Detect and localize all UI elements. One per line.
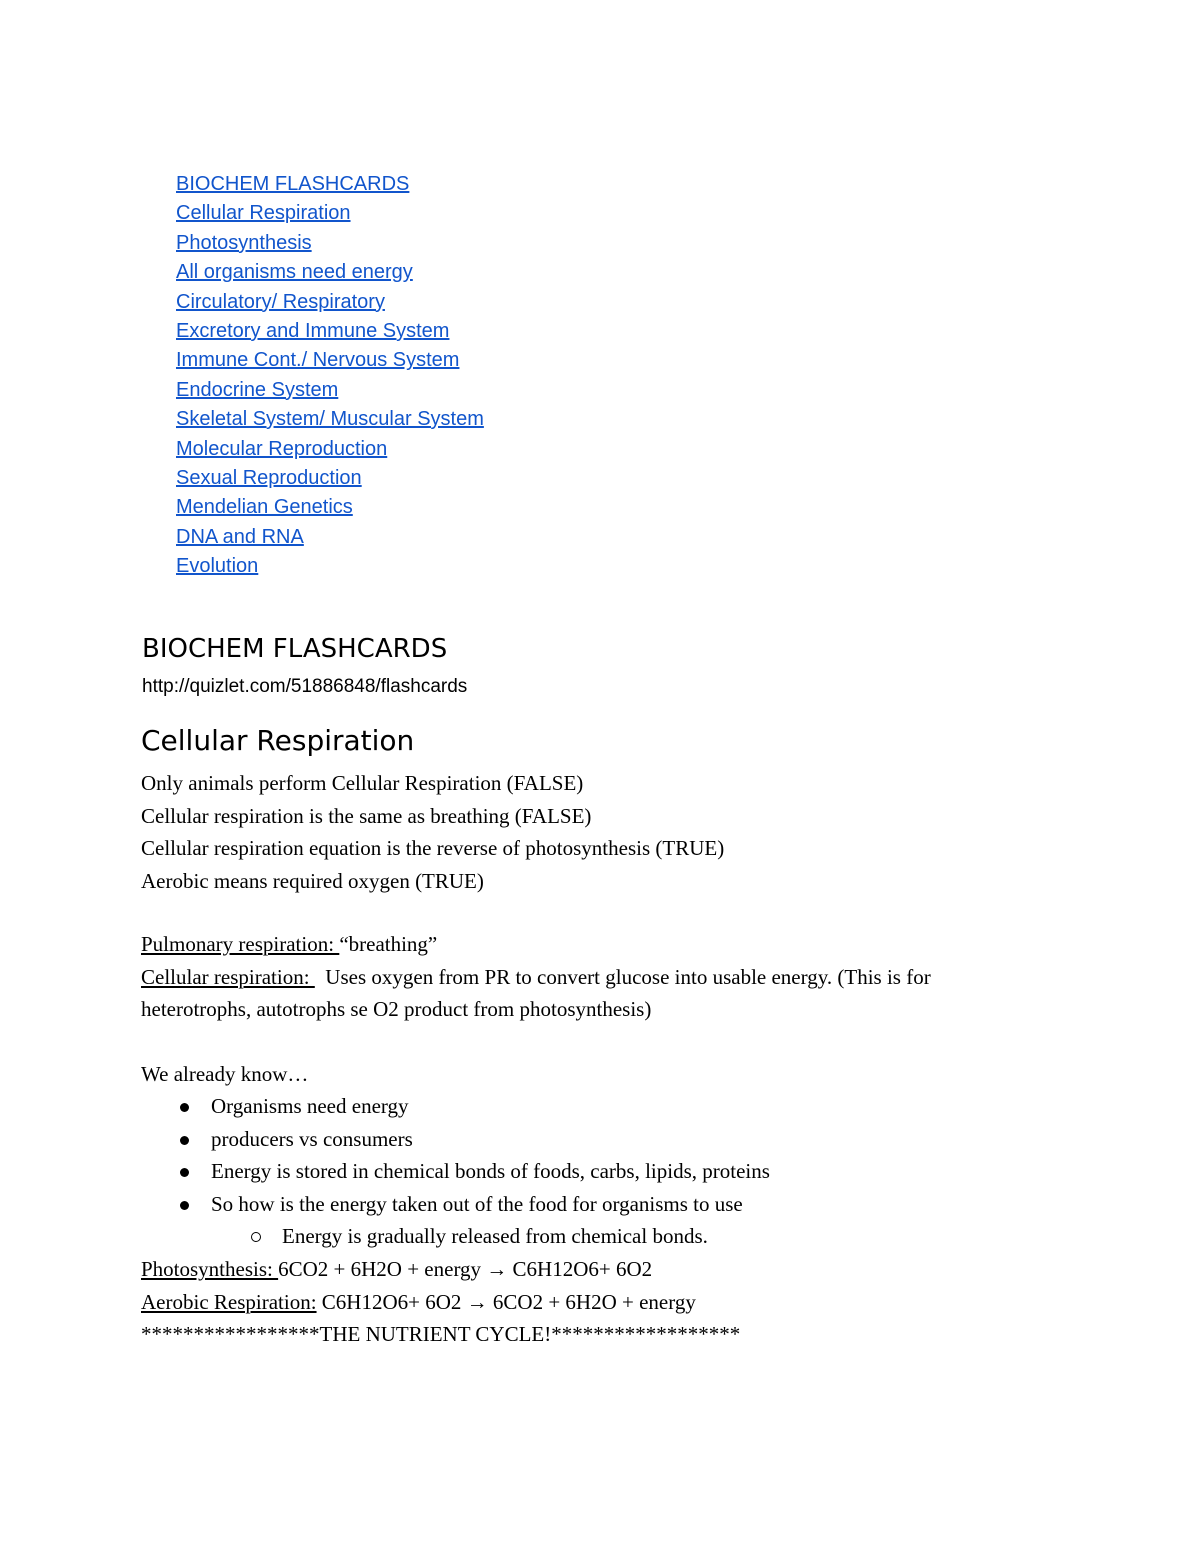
pulmonary-definition — [141, 928, 931, 961]
definition-continuation: heterotrophs, autotrophs se O2 product from photosynthesis) — [141, 997, 652, 1021]
term-photosynthesis: Photosynthesis: — [141, 1257, 279, 1281]
list-item — [141, 1188, 770, 1221]
bullet-list — [141, 1090, 770, 1253]
toc-link-all-organisms-need-energy[interactable]: All organisms need energy — [176, 261, 413, 284]
aerobic-respiration-equation — [141, 1286, 740, 1319]
term-pulmonary-respiration: Pulmonary respiration: — [141, 932, 340, 956]
list-item-text: Energy is stored in chemical bonds of foods, carbs, lipids, proteins — [211, 1159, 770, 1183]
fact-line: Cellular respiration is the same as breathing (FALSE) — [141, 803, 592, 828]
bullet-dot-icon — [180, 1136, 189, 1145]
list-item-text: producers vs consumers — [211, 1126, 413, 1151]
list-item-text: So how is the energy taken out of the food for organisms to use — [211, 1191, 743, 1216]
fact-line: Only animals perform Cellular Respiration (FALSE) — [141, 771, 584, 795]
list-item — [141, 1090, 770, 1123]
toc-item — [176, 435, 484, 464]
term-aerobic-respiration: Aerobic Respiration: — [141, 1289, 317, 1314]
bullet-dot-icon — [180, 1201, 189, 1210]
list-item — [141, 1155, 770, 1188]
toc-item — [176, 199, 484, 228]
toc-item — [176, 376, 484, 405]
bullet-dot-icon — [180, 1103, 189, 1112]
toc-item — [176, 552, 484, 581]
definitions — [141, 928, 931, 1026]
nutrient-cycle-banner: *****************THE NUTRIENT CYCLE!****************** — [141, 1322, 741, 1346]
flashcards-url: http://quizlet.com/51886848/flashcards — [142, 676, 468, 697]
bullet-circle-icon — [251, 1232, 261, 1242]
toc-item — [176, 229, 484, 258]
equations — [141, 1253, 740, 1351]
toc-link-biochem-flashcards[interactable]: BIOCHEM FLASHCARDS — [176, 173, 410, 195]
toc-item — [176, 258, 484, 287]
toc-link-immune-cont-nervous[interactable]: Immune Cont./ Nervous System — [176, 349, 460, 372]
heading-cellular-respiration: Cellular Respiration — [141, 724, 415, 757]
list-item — [141, 1123, 770, 1156]
toc-item — [176, 405, 484, 434]
already-know-label: We already know… — [141, 1062, 309, 1086]
equation-text: C6H12O6+ 6O2 → 6CO2 + 6H2O + energy — [316, 1289, 696, 1314]
toc-link-excretory-immune[interactable]: Excretory and Immune System — [176, 319, 450, 342]
toc-item — [176, 288, 484, 317]
toc-link-molecular-reproduction[interactable]: Molecular Reproduction — [176, 437, 388, 460]
toc-link-cellular-respiration[interactable]: Cellular Respiration — [176, 202, 351, 225]
definition-text: Uses oxygen from PR to convert glucose into usable energy. (This is for — [314, 964, 931, 989]
toc-link-circulatory-respiratory[interactable]: Circulatory/ Respiratory — [176, 290, 385, 313]
photosynthesis-equation — [141, 1253, 740, 1286]
toc-item — [176, 170, 484, 199]
toc-item — [176, 493, 484, 522]
list-item-text: Energy is gradually released from chemical bonds. — [282, 1224, 708, 1248]
term-cellular-respiration: Cellular respiration: — [141, 964, 315, 989]
toc-item — [176, 523, 484, 552]
heading-biochem-flashcards: BIOCHEM FLASHCARDS — [142, 634, 448, 664]
true-false-facts — [141, 767, 724, 897]
definition-text: “breathing” — [339, 932, 438, 956]
sub-list-item — [141, 1220, 770, 1253]
toc-item — [176, 346, 484, 375]
fact-line: Cellular respiration equation is the reverse of photosynthesis (TRUE) — [141, 836, 725, 860]
toc-link-dna-and-rna[interactable]: DNA and RNA — [176, 525, 304, 548]
cellular-definition — [141, 961, 931, 994]
fact-line: Aerobic means required oxygen (TRUE) — [141, 868, 484, 893]
bullet-dot-icon — [180, 1168, 189, 1177]
toc-link-photosynthesis[interactable]: Photosynthesis — [176, 231, 312, 254]
table-of-contents — [176, 170, 484, 581]
toc-link-skeletal-muscular[interactable]: Skeletal System/ Muscular System — [176, 408, 484, 431]
toc-link-mendelian-genetics[interactable]: Mendelian Genetics — [176, 496, 353, 519]
toc-link-sexual-reproduction[interactable]: Sexual Reproduction — [176, 466, 362, 489]
toc-item — [176, 464, 484, 493]
toc-item — [176, 317, 484, 346]
list-item-text: Organisms need energy — [211, 1094, 409, 1118]
toc-link-endocrine-system[interactable]: Endocrine System — [176, 378, 339, 401]
toc-link-evolution[interactable]: Evolution — [176, 555, 259, 578]
equation-text: 6CO2 + 6H2O + energy → C6H12O6+ 6O2 — [278, 1257, 653, 1281]
